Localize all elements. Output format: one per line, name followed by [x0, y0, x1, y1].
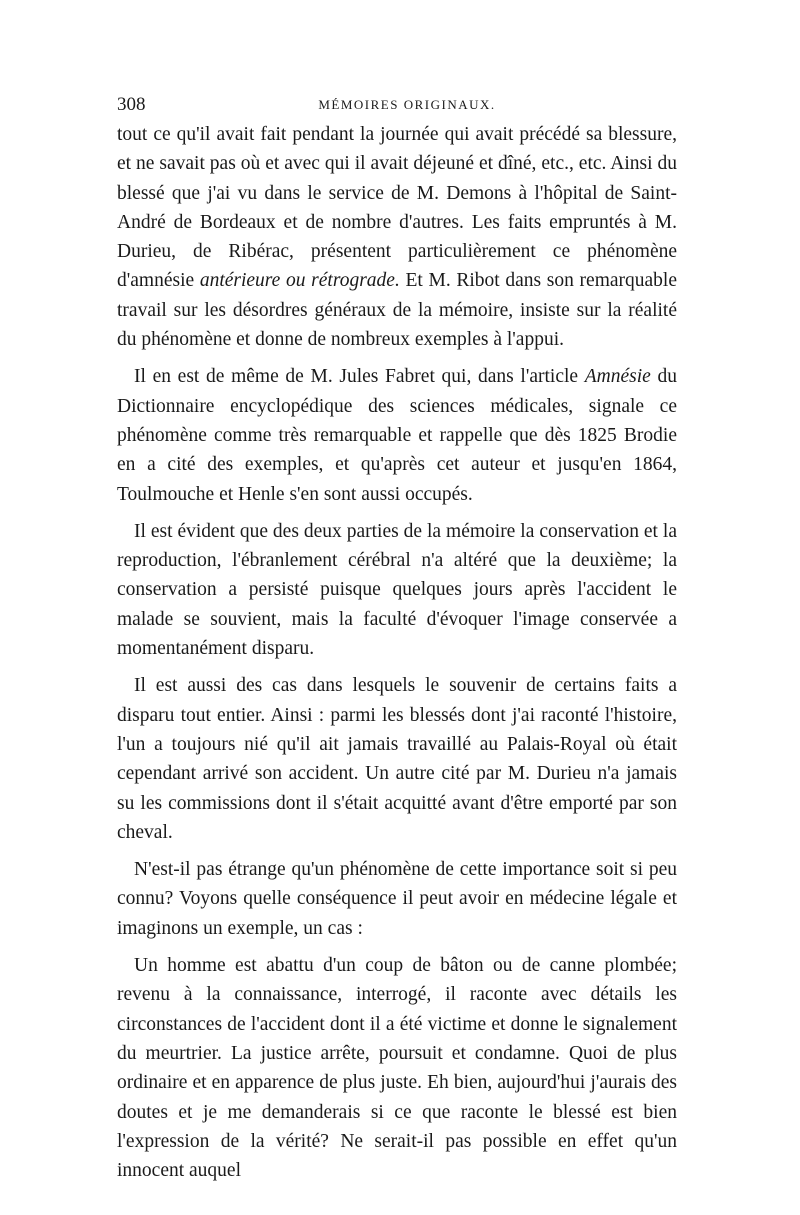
paragraph-4: Il est aussi des cas dans lesquels le souvenir de certains faits a disparu tout entier. Ainsi : parmi les blessés dont j'ai raconté l'histoire, l'un a toujours nié qu'il ait jamais travaillé au Palais-Royal où était cependant arrivé son accident. Un autre cité par M. Durieu n'a jamais su les commissions dont il s'était acquitté avant d'être emporté par son cheval. — [117, 675, 677, 843]
paragraph-1-italic-term: antérieure ou rétrograde. — [199, 270, 400, 292]
paragraph-2-italic-term: Amnésie — [584, 366, 651, 388]
running-title: MÉMOIRES ORIGINAUX. — [318, 97, 496, 112]
paragraph-2-text-a: Il en est de même de M. Jules Fabret qui, dans l'article — [134, 366, 585, 388]
paragraph-2-text-b: du Dictionnaire encyclopédique des sciences médicales, signale ce phénomène comme très remarquable et rappelle que dès 1825 Brodie en a cité des exemples, et qu'après cet auteur et jusqu'en 1864, Toulmouche et Henle s'en sont aussi occupés. — [117, 366, 677, 505]
paragraph-6: Un homme est abattu d'un coup de bâton ou de canne plombée; revenu à la connaissance, interrogé, il raconte avec détails les circonstances de l'accident dont il a été victime et donne le signalement du meurtrier. La justice arrête, poursuit et condamne. Quoi de plus ordinaire et en apparence de plus juste. Eh bien, aujourd'hui j'aurais des doutes et je me demanderais si ce que raconte le blessé est bien l'expression de la vérité? Ne serait-il pas possible en effet qu'un innocent auquel — [117, 955, 677, 1182]
paragraph-3: Il est évident que des deux parties de la mémoire la conservation et la reproduction, l'ébranlement cérébral n'a altéré que la deuxième; la conservation a persisté puisque quelques jours après l'accident le malade se souvient, mais la faculté d'évoquer l'image conservée a momentanément disparu. — [117, 520, 677, 660]
document-page — [117, 92, 677, 1185]
paragraph-2 — [117, 362, 677, 508]
running-head — [117, 92, 677, 118]
paragraph-1 — [117, 120, 677, 354]
page-number: 308 — [117, 94, 146, 115]
paragraph-5: N'est-il pas étrange qu'un phénomène de cette importance soit si peu connu? Voyons quelle conséquence il peut avoir en médecine légale et imaginons un exemple, un cas : — [117, 859, 677, 939]
paragraph-1-text-b: Et M. Ribot dans son remarquable travail sur les désordres généraux de la mémoire, insiste sur la réalité du phénomène et donne de nombreux exemples à l'appui. — [117, 270, 677, 351]
body-text — [117, 120, 677, 1185]
paragraph-1-text-a: tout ce qu'il avait fait pendant la journée qui avait précédé sa blessure, et ne savait pas où et avec qui il avait déjeuné et dîné, etc., etc. Ainsi du blessé que j'ai vu dans le service de M. Demons à l'hôpital de Saint-André de Bordeaux et de nombre d'autres. Les faits empruntés à M. Durieu, de Ribérac, présentent particulièrement ce phénomène d'amnésie — [117, 124, 677, 292]
